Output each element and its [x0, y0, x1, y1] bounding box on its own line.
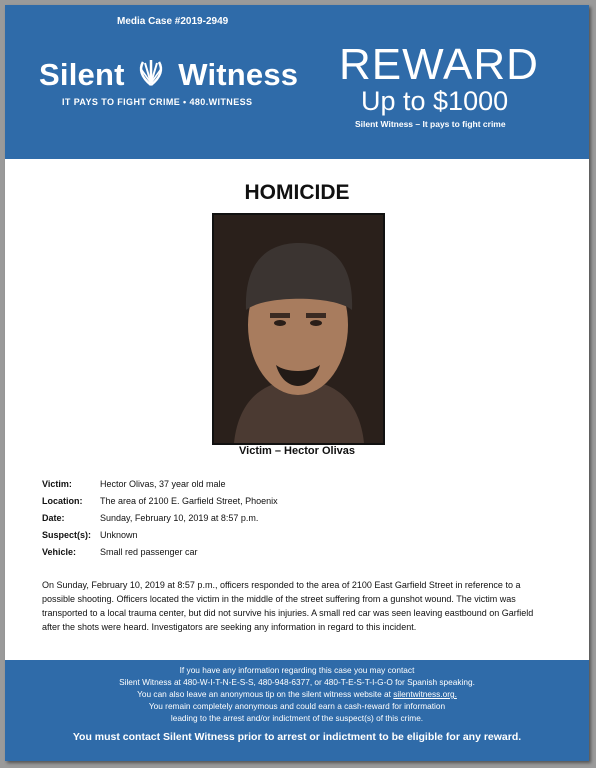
detail-label: Suspect(s):: [42, 530, 92, 540]
reward-heading: REWARD: [339, 40, 539, 89]
logo-tagline: IT PAYS TO FIGHT CRIME • 480.WITNESS: [62, 97, 253, 107]
detail-row-date: [42, 513, 278, 530]
footer-line-website: [5, 688, 589, 700]
reward-amount: Up to $1000: [361, 86, 509, 116]
detail-label: Date:: [42, 513, 65, 523]
footer-line: Silent Witness at 480-W-I-T-N-E-S-S, 480-948-6377, or 480-T-E-S-T-I-G-O for Spanish speaking.: [119, 677, 475, 687]
logo-word-silent: Silent: [39, 57, 125, 92]
detail-value: Small red passenger car: [100, 547, 198, 557]
detail-value: The area of 2100 E. Garfield Street, Phoenix: [100, 496, 278, 506]
footer-website-prefix: You can also leave an anonymous tip on the silent witness website at: [137, 689, 394, 699]
case-details: [42, 479, 278, 564]
detail-value: Sunday, February 10, 2019 at 8:57 p.m.: [100, 513, 259, 523]
logo-emblem-icon: [133, 57, 169, 87]
contact-footer: [5, 660, 589, 761]
footer-line: If you have any information regarding this case you may contact: [179, 665, 415, 675]
detail-value: Hector Olivas, 37 year old male: [100, 479, 226, 489]
footer-eligibility-notice: You must contact Silent Witness prior to arrest or indictment to be eligible for any reward.: [72, 731, 522, 743]
header-banner: [5, 5, 589, 159]
media-case-number: Media Case #2019-2949: [117, 16, 229, 27]
footer-line: You remain completely anonymous and could earn a cash-reward for information: [148, 701, 446, 711]
detail-row-suspects: [42, 530, 278, 547]
case-title: HOMICIDE: [244, 181, 350, 204]
detail-label: Location:: [42, 496, 83, 506]
case-narrative: On Sunday, February 10, 2019 at 8:57 p.m., officers responded to the area of 2100 East Garfield Street in reference to a possible shooting. Officers located the victim in the middle of the street suffering from a gunshot wound. The victim was transported to a local trauma center, but did not survive his injuries. A small red car was seen leaving eastbound on Garfield after the shots were heard. Investigators are seeking any information in regard to this incident.: [42, 580, 534, 632]
detail-row-vehicle: [42, 547, 278, 564]
footer-line: leading to the arrest and/or indictment of the suspect(s) of this crime.: [170, 713, 424, 723]
detail-label: Victim:: [42, 479, 72, 489]
photo-caption: Victim – Hector Olivas: [239, 445, 355, 457]
logo-word-witness: Witness: [178, 57, 299, 92]
website-link[interactable]: silentwitness.org.: [393, 689, 457, 699]
detail-row-victim: [42, 479, 278, 496]
detail-value: Unknown: [100, 530, 138, 540]
silent-witness-logo: [39, 57, 298, 93]
detail-row-location: [42, 496, 278, 513]
detail-label: Vehicle:: [42, 547, 77, 557]
flyer-page: [5, 5, 589, 761]
reward-tagline: Silent Witness – It pays to fight crime: [355, 119, 506, 129]
victim-photo: [212, 213, 385, 445]
